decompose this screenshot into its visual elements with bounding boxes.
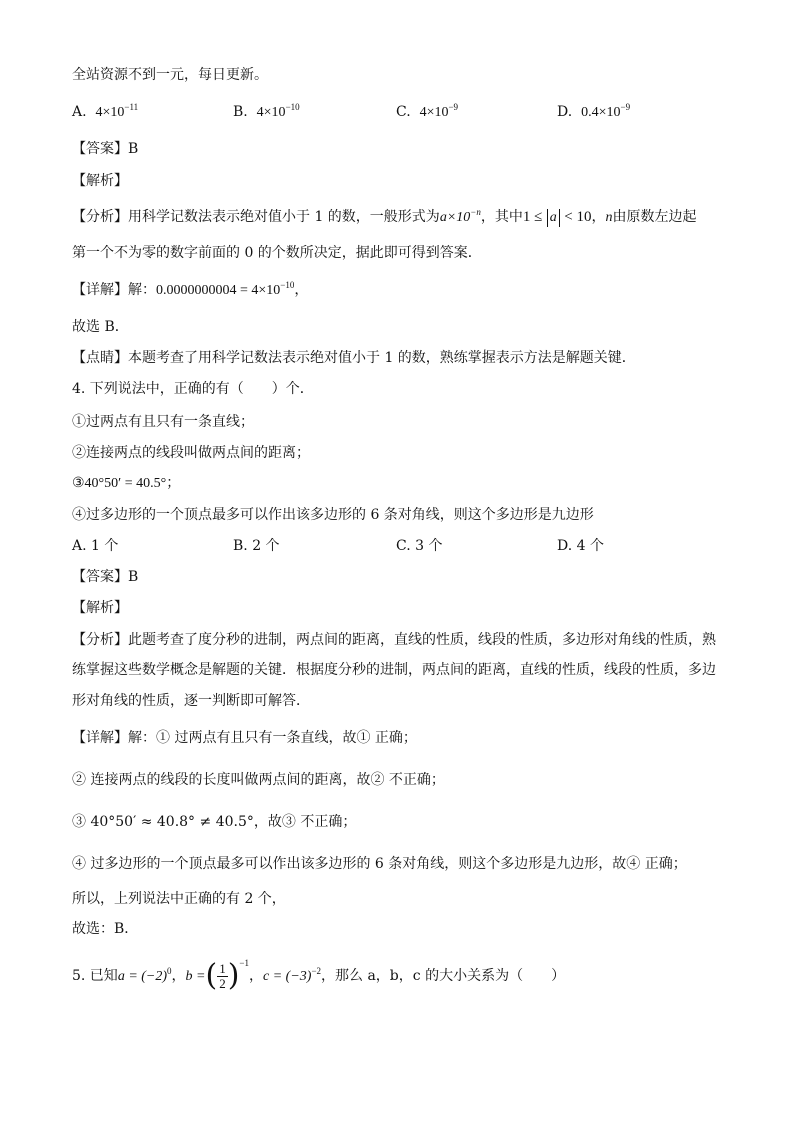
q3-analysis-heading: 【解析】 (72, 173, 128, 189)
q4-statement-4: ④过多边形的一个顶点最多可以作出该多边形的 6 条对角线，则这个多边形是九边形 (72, 507, 594, 523)
fraction-numerator: 1 (219, 960, 226, 976)
q4-fenxi-line2: 练掌握这些数学概念是解题的关键．根据度分秒的进制，两点间的距离，直线的性质，线段的性质，多边 (72, 662, 716, 678)
q3-dianjing: 【点睛】本题考查了用科学记数法表示绝对值小于 1 的数，熟练掌握表示方法是解题关键． (72, 350, 636, 366)
q3-choose: 故选 B． (72, 319, 129, 335)
text: ，其中 (480, 209, 523, 225)
text: ， (294, 282, 309, 298)
q4-statement-2: ②连接两点的线段叫做两点间的距离； (72, 445, 310, 461)
text: 由原数左边起 (612, 209, 697, 225)
q4-fenxi-line1: 【分析】此题考查了度分秒的进制，两点间的距离，直线的性质，线段的性质，多边形对角线的性质，熟 (72, 632, 716, 648)
option-value: 0.4×10 (581, 105, 621, 120)
option-label: B. (233, 104, 248, 120)
separator: ， (171, 968, 186, 984)
q3-fenxi-line2: 第一个不为零的数字前面的 0 的个数所决定，据此即可得到答案． (72, 245, 482, 261)
q4-analysis-heading: 【解析】 (72, 600, 128, 616)
option-label: A. (72, 104, 87, 120)
c-exponent: −2 (311, 966, 322, 976)
q4-option-c: C. 3 个 (396, 538, 443, 554)
q4-option-d: D. 4 个 (557, 538, 604, 554)
variable-n: n (605, 210, 613, 225)
a-expression: a = (−2) (117, 969, 168, 984)
q4-detail-1: 【详解】解：① 过两点有且只有一条直线，故① 正确； (72, 730, 417, 746)
left-paren-glyph: ( (205, 958, 218, 993)
text: 【分析】用科学记数法表示绝对值小于 1 的数，一般形式为 (72, 209, 440, 225)
text: 5. 已知 (72, 968, 118, 984)
q4-fenxi-line3: 形对角线的性质，逐一判断即可解答． (72, 693, 310, 709)
option-label: C. (396, 104, 411, 120)
b-fraction (217, 962, 228, 991)
option-exponent: −9 (620, 102, 631, 112)
text: 【详解】解： (72, 282, 156, 298)
q4-option-b: B. 2 个 (233, 538, 280, 554)
q4-answer: 【答案】B (72, 569, 139, 585)
b-lhs: b = (185, 969, 206, 984)
option-label: D. (557, 104, 573, 120)
a-exponent: 0 (167, 966, 172, 976)
q3-option-d (557, 103, 630, 122)
q3-fenxi-line1 (72, 208, 696, 227)
formula-exponent: −n (470, 207, 481, 217)
b-exponent: −1 (239, 958, 249, 968)
q3-detail (72, 281, 308, 300)
absolute-value: a (547, 209, 560, 227)
q4-statement-3: ③40°50′ = 40.5°； (72, 476, 181, 491)
option-value: 4×10 (256, 105, 286, 120)
option-value: 4×10 (95, 105, 125, 120)
q3-option-a (72, 103, 138, 122)
fraction-denominator: 2 (219, 975, 226, 991)
right-paren-glyph: ) (227, 958, 240, 993)
range-lower: 1 ≤ (522, 209, 543, 225)
q4-detail-4: ④ 过多边形的一个顶点最多可以作出该多边形的 6 条对角线，则这个多边形是九边形，故④ 正确； (72, 856, 687, 872)
option-exponent: −11 (124, 102, 139, 112)
header-line: 全站资源不到一元，每日更新。 (72, 67, 268, 83)
q5-stem (72, 956, 565, 997)
detail-equation: 0.0000000004 = 4×10 (156, 283, 281, 298)
q4-detail-2: ② 连接两点的线段的长度叫做两点间的距离，故② 不正确； (72, 772, 445, 788)
option-exponent: −9 (448, 102, 459, 112)
q4-summary: 所以，上列说法中正确的有 2 个， (72, 891, 286, 907)
q3-answer: 【答案】B (72, 141, 139, 157)
option-exponent: −10 (285, 102, 300, 112)
q4-stem: 4. 下列说法中，正确的有（ ）个． (72, 381, 314, 397)
range-upper: < 10 (564, 209, 592, 225)
formula: a×10 (439, 210, 471, 225)
q4-choose: 故选：B． (72, 921, 139, 937)
detail-exponent: −10 (280, 280, 295, 290)
text: ， (591, 209, 606, 225)
text: ，那么 a，b，c 的大小关系为（ ） (321, 968, 566, 984)
separator: ， (249, 968, 263, 984)
q3-option-c (396, 103, 458, 122)
q4-option-a: A. 1 个 (72, 538, 119, 554)
q3-option-b (233, 103, 300, 122)
q4-statement-1: ①过两点有且只有一条直线； (72, 414, 254, 430)
c-expression: c = (−3) (263, 969, 312, 984)
q4-detail-3: ③ 40°50′ ≈ 40.8° ≠ 40.5°，故③ 不正确； (72, 814, 357, 830)
option-value: 4×10 (419, 105, 449, 120)
